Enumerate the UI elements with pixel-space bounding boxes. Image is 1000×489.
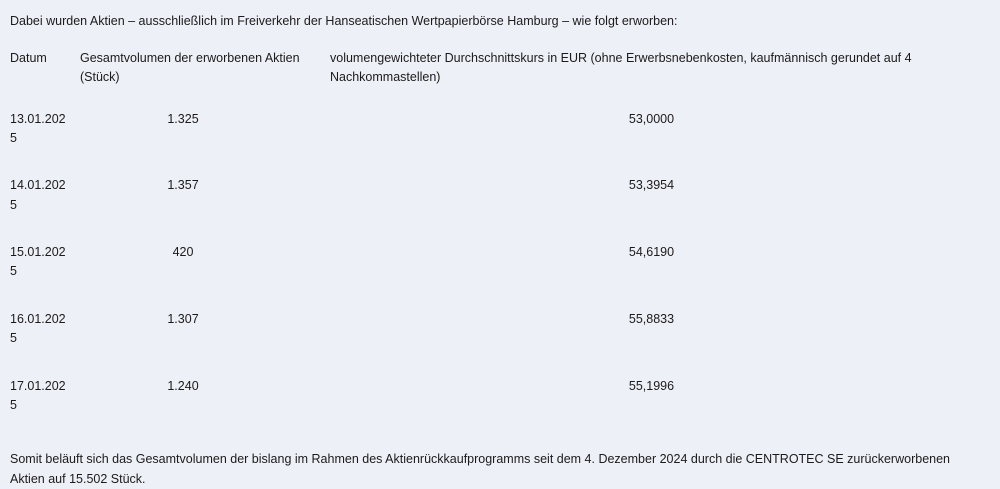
cell-date: 15.01.2025 (10, 245, 66, 279)
cell-volume: 1.357 (167, 178, 199, 193)
cell-date: 14.01.2025 (10, 178, 66, 212)
intro-paragraph: Dabei wurden Aktien – ausschließlich im Freiverkehr der Hanseatischen Wertpapierbörse Hamburg – wie folgt erworben: (10, 14, 678, 28)
table-header-row (10, 49, 975, 110)
table-row (10, 243, 975, 310)
table-row (10, 176, 975, 243)
share-buyback-table (10, 49, 975, 444)
cell-price: 53,0000 (628, 111, 675, 126)
table-row (10, 310, 975, 377)
cell-date: 13.01.2025 (10, 111, 66, 145)
column-header-price: volumengewichteter Durchschnittskurs in EUR (ohne Erwerbsnebenkosten, kaufmännisch gerundet auf 4 Nachkommastellen) (330, 50, 912, 85)
cell-date: 16.01.2025 (10, 311, 66, 346)
cell-price: 55,1996 (628, 378, 675, 393)
cell-volume: 420 (172, 245, 194, 259)
cell-volume: 1.307 (167, 311, 199, 326)
table-row (10, 110, 975, 177)
cell-volume: 1.240 (167, 378, 199, 393)
table-row (10, 377, 975, 444)
summary-paragraph: Somit beläuft sich das Gesamtvolumen der bislang im Rahmen des Aktienrückkaufprogramms seit dem 4. Dezember 2024 durch die CENTROTEC SE zurückerworbenen Aktien auf 15.502 Stück. (10, 452, 950, 487)
cell-price: 54,6190 (628, 245, 675, 259)
cell-price: 55,8833 (628, 311, 675, 326)
column-header-volume: Gesamtvolumen der erworbenen Aktien (Stück) (80, 50, 300, 85)
cell-price: 53,3954 (628, 178, 675, 193)
cell-volume: 1.325 (167, 111, 199, 126)
cell-date: 17.01.2025 (10, 378, 66, 412)
column-header-date: Datum (10, 50, 47, 65)
